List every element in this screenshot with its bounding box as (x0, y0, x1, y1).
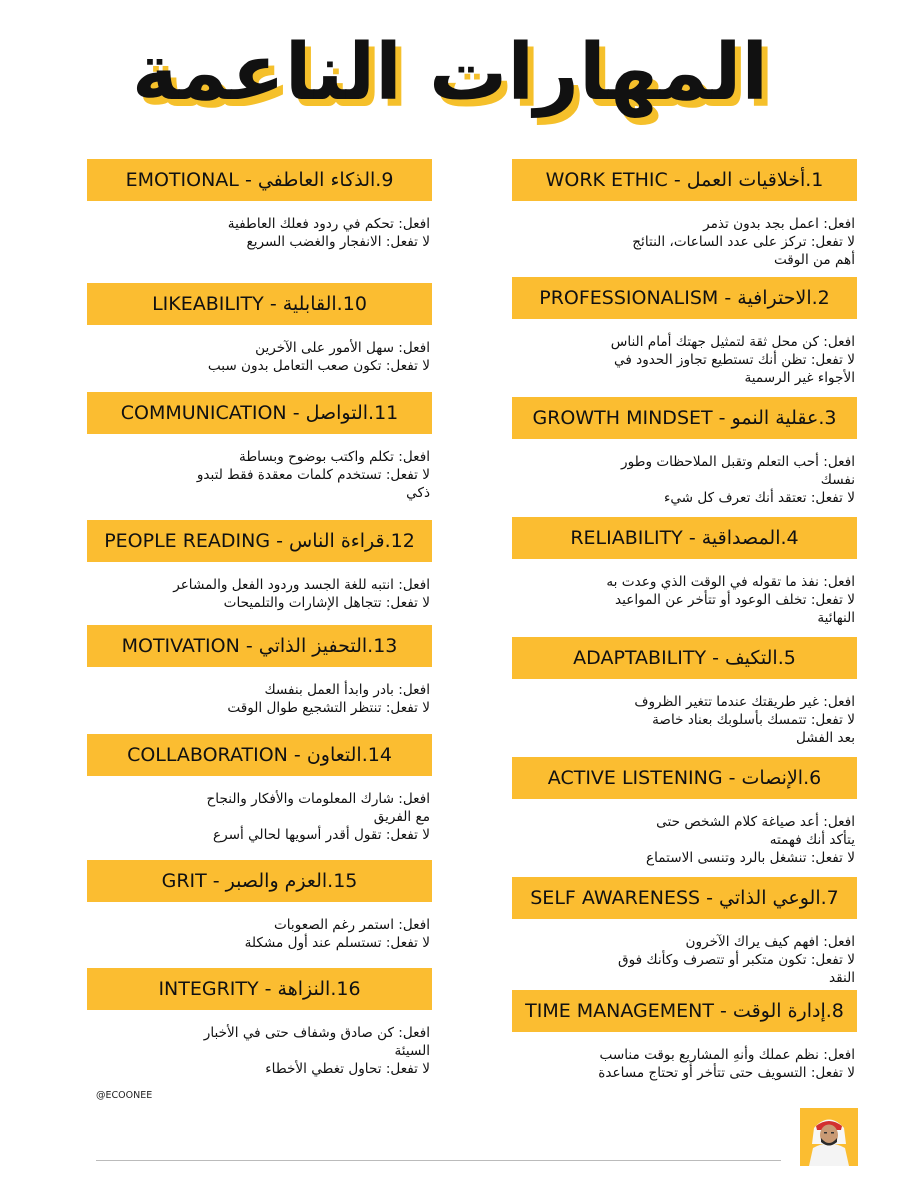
skill-tip-line: افعل: أحب التعلم وتقبل الملاحظات وطور (621, 454, 855, 470)
skill-tip-line: لا تفعل: تكون متكبر أو تتصرف وكأنك فوق (618, 952, 855, 968)
skill-tip-line: أهم من الوقت (773, 252, 855, 268)
skill-heading: 15.العزم والصبر - GRIT (87, 860, 432, 902)
skill-8 (512, 990, 857, 1082)
skill-tips (87, 339, 432, 375)
skill-tip-line: لا تفعل: تكون صعب التعامل بدون سبب (207, 358, 430, 374)
skill-15 (87, 860, 432, 952)
skill-heading: 1.أخلاقيات العمل - WORK ETHIC (512, 159, 857, 201)
skill-tip-line: السيئة (394, 1043, 430, 1059)
skill-tip-line: لا تفعل: تظن أنك تستطيع تجاوز الحدود في (614, 352, 855, 368)
skill-heading: 10.القابلية - LIKEABILITY (87, 283, 432, 325)
skill-tip-line: لا تفعل: تركز على عدد الساعات، النتائج (632, 234, 855, 250)
footer-divider (96, 1160, 781, 1161)
skill-tip-line: بعد الفشل (795, 730, 855, 746)
skill-tip-line: لا تفعل: تستخدم كلمات معقدة فقط لتبدو (196, 467, 430, 483)
skill-tip-line: افعل: كن محل ثقة لتمثيل جهتك أمام الناس (610, 334, 855, 350)
skill-tip-line: النقد (828, 970, 855, 986)
skill-14 (87, 734, 432, 844)
skill-tip-line: افعل: أعد صياغة كلام الشخص حتى (656, 814, 855, 830)
skill-3 (512, 397, 857, 507)
skill-6 (512, 757, 857, 867)
skill-7 (512, 877, 857, 987)
skill-tips (87, 1024, 432, 1078)
skill-tip-line: نفسك (820, 472, 855, 488)
skill-tips (87, 448, 432, 502)
skill-tip-line: لا تفعل: التسويف حتى تتأخر أو تحتاج مساعدة (598, 1065, 855, 1081)
skill-16 (87, 968, 432, 1078)
skill-tip-line: لا تفعل: تنشغل بالرد وتنسى الاستماع (646, 850, 855, 866)
skill-tip-line: افعل: غير طريقتك عندما تتغير الظروف (634, 694, 855, 710)
skill-tip-line: افعل: افهم كيف يراك الآخرون (685, 934, 855, 950)
skill-heading: 6.الإنصات - ACTIVE LISTENING (512, 757, 857, 799)
skill-tip-line: لا تفعل: تخلف الوعود أو تتأخر عن المواعيد (614, 592, 855, 608)
skill-tip-line: لا تفعل: تعتقد أنك تعرف كل شيء (663, 490, 855, 506)
skill-tips (512, 333, 857, 387)
skill-tip-line: افعل: نظم عملك وأنهِ المشاريع بوقت مناسب (599, 1047, 855, 1063)
skill-heading: 7.الوعي الذاتي - SELF AWARENESS (512, 877, 857, 919)
skill-tip-line: يتأكد أنك فهمته (769, 832, 855, 848)
skill-tip-line: لا تفعل: تتمسك بأسلوبك بعناد خاصة (652, 712, 855, 728)
skill-10 (87, 283, 432, 375)
skill-tips (512, 215, 857, 269)
skill-heading: 8.إدارة الوقت - TIME MANAGEMENT (512, 990, 857, 1032)
skill-2 (512, 277, 857, 387)
skill-heading: 3.عقلية النمو - GROWTH MINDSET (512, 397, 857, 439)
skill-tip-line: لا تفعل: تقول أقدر أسويها لحالي أسرع (213, 827, 430, 843)
author-avatar (800, 1108, 858, 1166)
skill-tip-line: لا تفعل: الانفجار والغضب السريع (246, 234, 430, 250)
skill-heading: 16.النزاهة - INTEGRITY (87, 968, 432, 1010)
skill-tips (512, 933, 857, 987)
skill-tip-line: افعل: انتبه للغة الجسد وردود الفعل والمشاعر (173, 577, 430, 593)
skill-tips (87, 215, 432, 251)
page-title: المهارات الناعمة (131, 28, 769, 118)
skill-heading: 4.المصداقية - RELIABILITY (512, 517, 857, 559)
skill-tip-line: الأجواء غير الرسمية (744, 370, 855, 386)
skill-tips (512, 453, 857, 507)
skill-tips (512, 573, 857, 627)
skill-tip-line: افعل: نفذ ما تقوله في الوقت الذي وعدت به (606, 574, 855, 590)
skill-tips (87, 790, 432, 844)
skill-9 (87, 159, 432, 251)
skill-tip-line: لا تفعل: تحاول تغطي الأخطاء (265, 1061, 430, 1077)
avatar-illustration (800, 1108, 858, 1166)
skill-13 (87, 625, 432, 717)
skill-5 (512, 637, 857, 747)
skill-tip-line: افعل: تحكم في ردود فعلك العاطفية (227, 216, 430, 232)
skill-tip-line: افعل: استمر رغم الصعوبات (273, 917, 430, 933)
skill-tip-line: لا تفعل: تنتظر التشجيع طوال الوقت (227, 700, 430, 716)
skill-heading: 11.التواصل - COMMUNICATION (87, 392, 432, 434)
skill-tip-line: افعل: سهل الأمور على الآخرين (255, 340, 430, 356)
skill-heading: 13.التحفيز الذاتي - MOTIVATION (87, 625, 432, 667)
skill-tip-line: افعل: كن صادق وشفاف حتى في الأخبار (203, 1025, 430, 1041)
skill-tip-line: مع الفريق (373, 809, 430, 825)
skill-tip-line: ذكي (406, 485, 430, 501)
skill-heading: 14.التعاون - COLLABORATION (87, 734, 432, 776)
skill-tip-line: افعل: بادر وابدأ العمل بنفسك (264, 682, 430, 698)
skill-heading: 12.قراءة الناس - PEOPLE READING (87, 520, 432, 562)
skill-tip-line: افعل: شارك المعلومات والأفكار والنجاح (206, 791, 430, 807)
skill-tip-line: لا تفعل: تستسلم عند أول مشكلة (244, 935, 430, 951)
skill-tips (512, 813, 857, 867)
author-handle: @ECOONEE (96, 1090, 153, 1101)
skill-11 (87, 392, 432, 502)
skill-heading: 9.الذكاء العاطفي - EMOTIONAL (87, 159, 432, 201)
skill-tip-line: النهائية (817, 610, 855, 626)
skill-tips (512, 693, 857, 747)
skill-12 (87, 520, 432, 612)
skill-tips (87, 681, 432, 717)
skill-heading: 5.التكيف - ADAPTABILITY (512, 637, 857, 679)
skill-4 (512, 517, 857, 627)
skill-1 (512, 159, 857, 269)
skill-tip-line: افعل: اعمل بجد بدون تذمر (703, 216, 855, 232)
skill-tip-line: لا تفعل: تتجاهل الإشارات والتلميحات (223, 595, 430, 611)
skill-heading: 2.الاحترافية - PROFESSIONALISM (512, 277, 857, 319)
skill-tips (87, 576, 432, 612)
skill-tips (87, 916, 432, 952)
skill-tip-line: افعل: تكلم واكتب بوضوح وبساطة (239, 449, 430, 465)
skill-tips (512, 1046, 857, 1082)
